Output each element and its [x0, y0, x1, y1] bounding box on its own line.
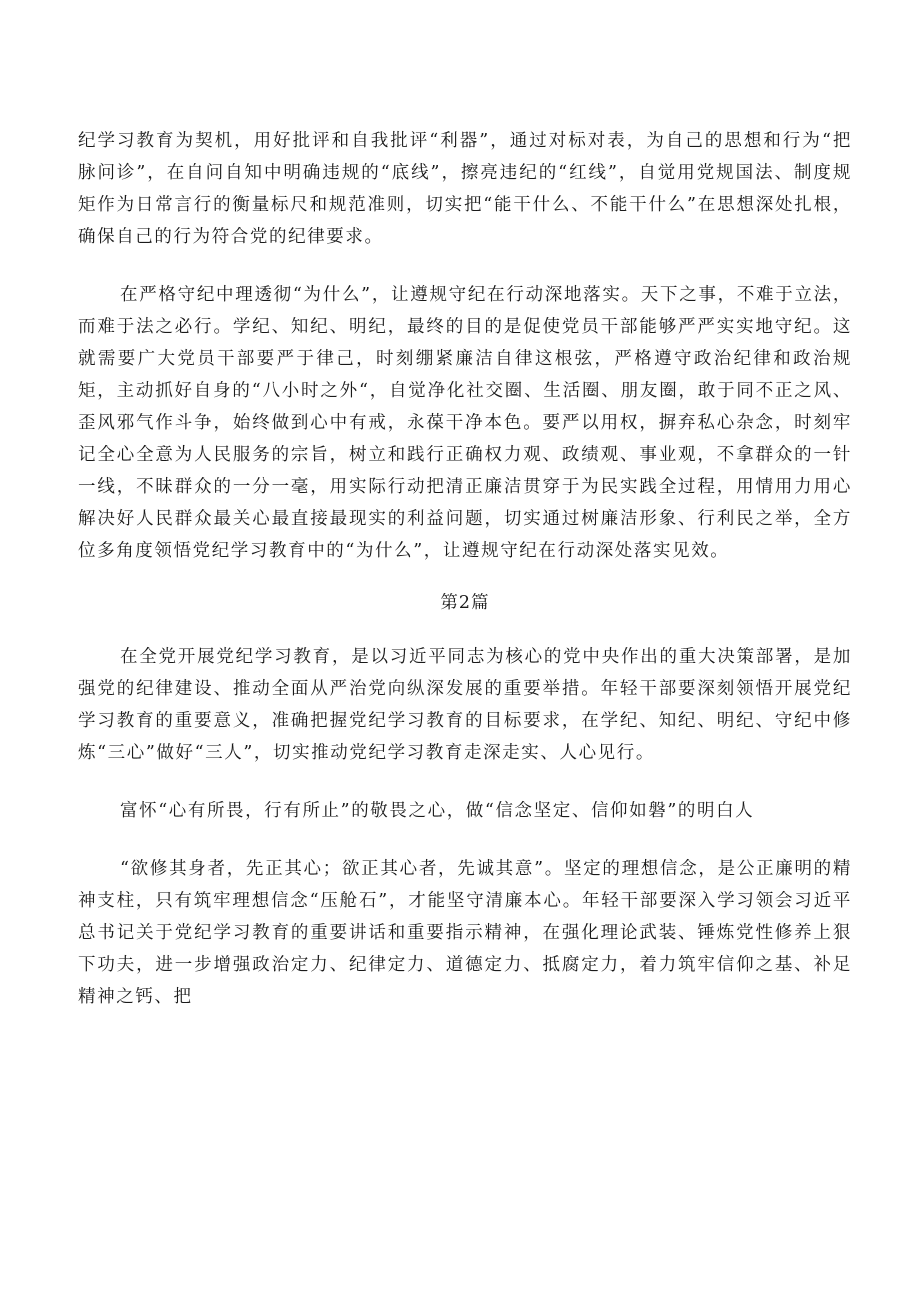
subheading-awe: 富怀“心有所畏，行有所止”的敬畏之心，做“信念坚定、信仰如磐”的明白人 — [120, 801, 755, 821]
section-heading: 第2篇 — [440, 593, 490, 613]
paragraph-intro: 在全党开展党纪学习教育，是以习近平同志为核心的党中央作出的重大决策部署，是加强党的纪律建设、推动全面从严治党向纵深发展的重要举措。年轻干部要深刻领悟开展党纪学习教育的重要意义，准确把握党纪学习教育的目标要求，在学纪、知纪、明纪、守纪中修炼“三心”做好“三人”，切实推动党纪学习教育走深走实、人心见行。 — [78, 647, 852, 763]
document-body — [78, 125, 852, 1013]
paragraph-why: 在严格守纪中理透彻“为什么”，让遵规守纪在行动深地落实。天下之事，不难于立法，而难于法之必行。学纪、知纪、明纪，最终的目的是促使党员干部能够严严实实地守纪。这就需要广大党员干部要严于律己，时刻绷紧廉洁自律这根弦，严格遵守政治纪律和政治规矩，主动抓好自身的“八小时之外“，自觉净化社交圈、生活圈、朋友圈，敢于同不正之风、歪风邪气作斗争，始终做到心中有戒，永葆干净本色。要严以用权，摒弃私心杂念，时刻牢记全心全意为人民服务的宗旨，树立和践行正确权力观、政绩观、事业观，不拿群众的一针一线，不昧群众的一分一毫，用实际行动把清正廉洁贯穿于为民实践全过程，用情用力用心解决好人民群众最关心最直接最现实的利益问题，切实通过树廉洁形象、行利民之举，全方位多角度领悟党纪学习教育中的“为什么”，让遵规守纪在行动深处落实见效。 — [78, 285, 852, 561]
paragraph-belief: “欲修其身者，先正其心；欲正其心者，先诚其意”。坚定的理想信念，是公正廉明的精神支柱，只有筑牢理想信念“压舱石”，才能坚守清廉本心。年轻干部要深入学习领会习近平总书记关于党纪学习教育的重要讲话和重要指示精神，在强化理论武装、锤炼党性修养上狠下功夫，进一步增强政治定力、纪律定力、道德定力、抵腐定力，着力筑牢信仰之基、补足精神之钙、把 — [78, 859, 852, 1007]
paragraph-continuation: 纪学习教育为契机，用好批评和自我批评“利器”，通过对标对表，为自己的思想和行为“把脉问诊”，在自问自知中明确违规的“底线”，擦亮违纪的“红线”，自觉用党规国法、制度规矩作为日常言行的衡量标尺和规范准则，切实把“能干什么、不能干什么”在思想深处扎根，确保自己的行为符合党的纪律要求。 — [78, 131, 852, 247]
